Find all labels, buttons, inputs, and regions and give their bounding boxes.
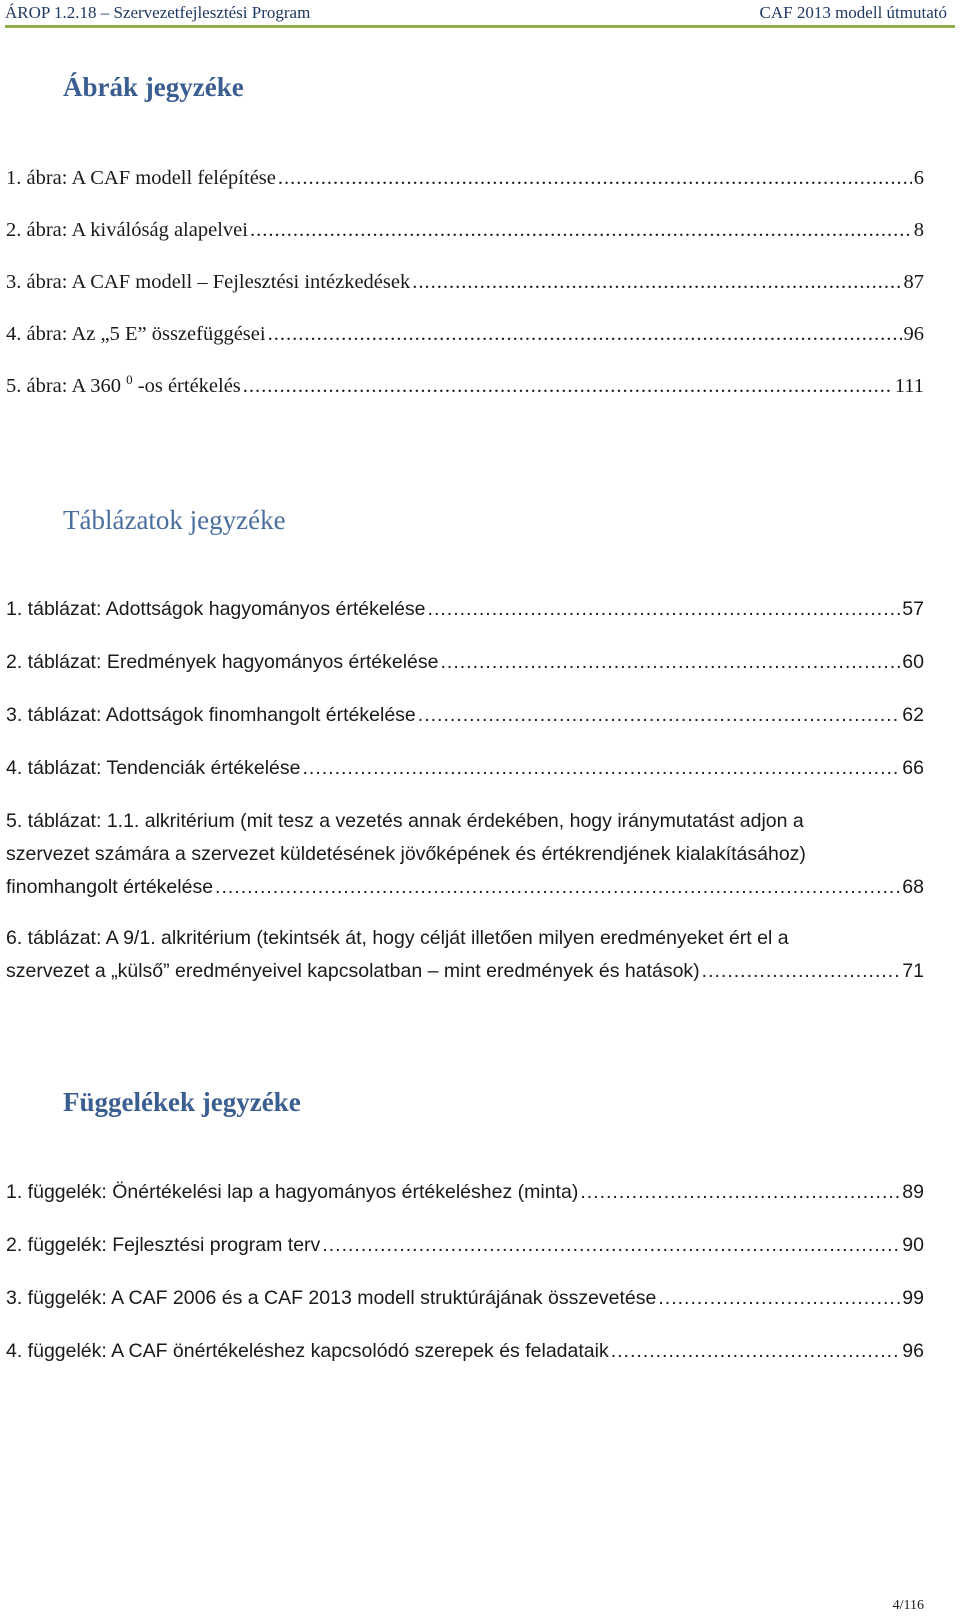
- toc-page-number: 8: [913, 219, 924, 241]
- toc-title: 2. táblázat: Eredmények hagyományos értékelése: [6, 651, 439, 673]
- toc-appendix-2[interactable]: [6, 1229, 924, 1262]
- toc-table-6[interactable]: [6, 922, 924, 988]
- toc-figure-2[interactable]: [6, 214, 924, 247]
- toc-title: 1. táblázat: Adottságok hagyományos értékelése: [6, 598, 426, 620]
- figures-heading: Ábrák jegyzéke: [63, 72, 244, 102]
- header-program-title: ÁROP 1.2.18 – Szervezetfejlesztési Program: [5, 3, 311, 22]
- toc-page-number: 89: [902, 1181, 924, 1203]
- toc-table-3[interactable]: [6, 699, 924, 732]
- toc-title-line: szervezet számára a szervezet küldetésének jövőképének és értékrendjének kialakításához): [6, 843, 806, 865]
- toc-title: 4. ábra: Az „5 E” összefüggései: [6, 323, 266, 345]
- toc-title: 1. függelék: Önértékelési lap a hagyományos értékeléshez (minta): [6, 1181, 579, 1203]
- toc-title: szervezet a „külső” eredményeivel kapcsolatban – mint eredmények és hatások): [6, 960, 700, 982]
- toc-page-number: 71: [902, 960, 924, 982]
- toc-figure-5[interactable]: [6, 370, 924, 403]
- toc-title: 3. táblázat: Adottságok finomhangolt értékelése: [6, 704, 416, 726]
- toc-title: 5. ábra: A 360 $^0$ -os értékelés: [6, 372, 241, 397]
- toc-page-number: 90: [902, 1234, 924, 1256]
- toc-title: 3. függelék: A CAF 2006 és a CAF 2013 modell struktúrájának összevetése: [6, 1287, 657, 1309]
- toc-appendix-3[interactable]: [6, 1282, 924, 1315]
- toc-title: 4. függelék: A CAF önértékeléshez kapcsolódó szerepek és feladataik: [6, 1340, 609, 1362]
- toc-page-number: 62: [902, 704, 924, 726]
- toc-page-number: 96: [903, 323, 924, 345]
- toc-title: 4. táblázat: Tendenciák értékelése: [6, 757, 301, 779]
- toc-page-number: 66: [902, 757, 924, 779]
- toc-table-1[interactable]: [6, 593, 924, 626]
- toc-title: 2. függelék: Fejlesztési program terv: [6, 1234, 321, 1256]
- toc-table-2[interactable]: [6, 646, 924, 679]
- toc-title: 2. ábra: A kiválóság alapelvei: [6, 219, 248, 241]
- toc-title: finomhangolt értékelése: [6, 876, 214, 898]
- toc-title-line: 6. táblázat: A 9/1. alkritérium (tekintsék át, hogy célját illetően milyen eredményeket ért el a: [6, 927, 789, 949]
- toc-page-number: 87: [903, 271, 924, 293]
- toc-page-number: 96: [902, 1340, 924, 1362]
- toc-page-number: 111: [894, 375, 924, 397]
- toc-appendix-4[interactable]: [6, 1335, 924, 1368]
- toc-appendix-1[interactable]: [6, 1176, 924, 1209]
- page-number: 4/116: [892, 1598, 924, 1613]
- toc-page-number: 60: [902, 651, 924, 673]
- toc-page-number: 6: [913, 167, 924, 189]
- toc-figure-1[interactable]: [6, 162, 924, 195]
- toc-figure-4[interactable]: [6, 318, 924, 351]
- toc-table-4[interactable]: [6, 752, 924, 785]
- header-document-title: CAF 2013 modell útmutató: [759, 3, 947, 22]
- tables-heading: Táblázatok jegyzéke: [63, 505, 286, 535]
- toc-page-number: 57: [902, 598, 924, 620]
- appendices-heading: Függelékek jegyzéke: [63, 1087, 301, 1117]
- toc-title: 3. ábra: A CAF modell – Fejlesztési intézkedések: [6, 271, 411, 293]
- toc-table-5[interactable]: [6, 805, 924, 904]
- page-header: [5, 0, 955, 28]
- toc-figure-3[interactable]: [6, 266, 924, 299]
- toc-title-line: 5. táblázat: 1.1. alkritérium (mit tesz a vezetés annak érdekében, hogy iránymutatást adjon a: [6, 810, 804, 832]
- toc-page-number: 68: [902, 876, 924, 898]
- toc-page-number: 99: [902, 1287, 924, 1309]
- toc-title: 1. ábra: A CAF modell felépítése: [6, 167, 276, 189]
